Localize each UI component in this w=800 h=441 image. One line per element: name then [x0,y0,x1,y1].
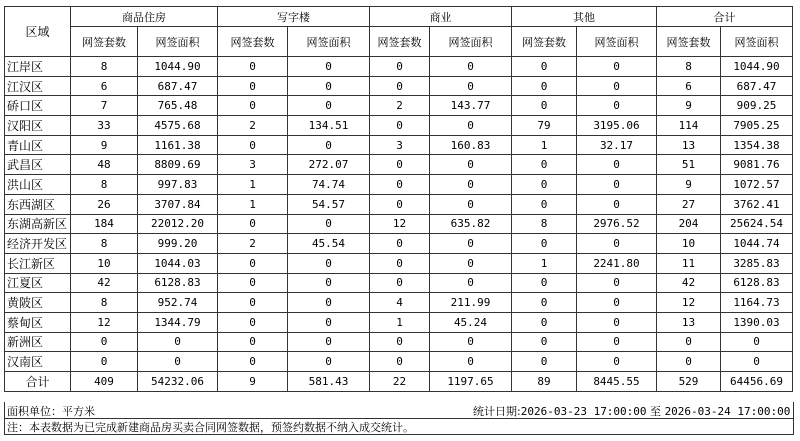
area-cell: 1044.74 [721,234,793,254]
group-header-residential: 商品住房 [71,7,218,27]
area-cell: 0 [577,312,657,332]
count-cell: 0 [370,175,430,195]
count-cell: 0 [512,76,577,96]
area-cell: 8809.69 [138,155,218,175]
area-cell: 32.17 [577,135,657,155]
sub-header-area: 网签面积 [430,27,512,57]
region-cell: 硚口区 [5,96,71,116]
area-cell: 8445.55 [577,372,657,392]
count-cell: 89 [512,372,577,392]
count-cell: 8 [657,57,721,77]
region-cell: 经济开发区 [5,234,71,254]
stat-date-start: 2026-03-23 17:00:00 [520,405,647,418]
count-cell: 0 [370,76,430,96]
area-cell: 1344.79 [138,312,218,332]
count-cell: 8 [512,214,577,234]
count-cell: 33 [71,116,138,136]
area-cell: 1390.03 [721,312,793,332]
count-cell: 12 [370,214,430,234]
count-cell: 529 [657,372,721,392]
region-cell: 洪山区 [5,175,71,195]
count-cell: 12 [71,312,138,332]
region-cell: 江岸区 [5,57,71,77]
count-cell: 1 [512,253,577,273]
table-row [5,76,793,96]
count-cell: 0 [218,96,288,116]
area-cell: 1164.73 [721,293,793,313]
area-cell: 0 [430,194,512,214]
group-header-commercial: 商业 [370,7,512,27]
count-cell: 8 [71,293,138,313]
area-unit-label: 面积单位：平方米 [7,405,95,418]
area-cell: 54.57 [288,194,370,214]
area-cell: 45.54 [288,234,370,254]
footer-note-row [4,418,794,435]
area-cell: 143.77 [430,96,512,116]
table-row [5,372,793,392]
count-cell: 0 [218,312,288,332]
count-cell: 9 [71,135,138,155]
region-cell: 长江新区 [5,253,71,273]
area-cell: 0 [288,57,370,77]
count-cell: 42 [71,273,138,293]
area-cell: 0 [577,273,657,293]
count-cell: 409 [71,372,138,392]
area-cell: 25624.54 [721,214,793,234]
sales-statistics-sheet [4,6,792,392]
count-cell: 0 [512,273,577,293]
sub-header-area: 网签面积 [721,27,793,57]
area-cell: 7905.25 [721,116,793,136]
count-cell: 7 [71,96,138,116]
count-cell: 114 [657,116,721,136]
area-cell: 0 [288,273,370,293]
count-cell: 204 [657,214,721,234]
count-cell: 8 [71,175,138,195]
count-cell: 0 [370,332,430,352]
stat-date-end: 2026-03-24 17:00:00 [664,405,791,418]
header-sub-row [5,27,793,57]
area-cell: 0 [577,293,657,313]
count-cell: 0 [512,96,577,116]
count-cell: 8 [71,234,138,254]
table-row [5,175,793,195]
area-cell: 0 [288,352,370,372]
count-cell: 0 [218,293,288,313]
count-cell: 0 [657,352,721,372]
area-cell: 0 [721,352,793,372]
count-cell: 42 [657,273,721,293]
count-cell: 0 [218,352,288,372]
area-cell: 1072.57 [721,175,793,195]
count-cell: 1 [512,135,577,155]
area-cell: 22012.20 [138,214,218,234]
region-cell: 江夏区 [5,273,71,293]
region-cell: 合计 [5,372,71,392]
area-cell: 0 [288,293,370,313]
area-cell: 999.20 [138,234,218,254]
count-cell: 0 [512,194,577,214]
count-cell: 0 [512,312,577,332]
area-cell: 0 [577,155,657,175]
count-cell: 1 [370,312,430,332]
area-cell: 0 [430,76,512,96]
table-row [5,214,793,234]
region-header: 区域 [5,7,71,57]
region-cell: 新洲区 [5,332,71,352]
sub-header-count: 网签套数 [71,27,138,57]
area-cell: 0 [721,332,793,352]
count-cell: 0 [512,57,577,77]
area-cell: 0 [577,57,657,77]
area-cell: 2976.52 [577,214,657,234]
area-cell: 0 [577,96,657,116]
count-cell: 2 [370,96,430,116]
area-cell: 6128.83 [721,273,793,293]
sub-header-count: 网签套数 [657,27,721,57]
area-cell: 0 [288,253,370,273]
area-cell: 0 [430,116,512,136]
count-cell: 51 [657,155,721,175]
region-cell: 汉南区 [5,352,71,372]
sub-header-count: 网签套数 [370,27,430,57]
count-cell: 0 [512,293,577,313]
area-cell: 0 [138,332,218,352]
count-cell: 0 [218,214,288,234]
area-cell: 0 [430,273,512,293]
area-cell: 635.82 [430,214,512,234]
count-cell: 0 [218,76,288,96]
area-cell: 6128.83 [138,273,218,293]
region-cell: 蔡甸区 [5,312,71,332]
area-cell: 0 [577,76,657,96]
count-cell: 26 [71,194,138,214]
count-cell: 0 [657,332,721,352]
count-cell: 0 [71,332,138,352]
count-cell: 1 [218,175,288,195]
region-cell: 黄陂区 [5,293,71,313]
count-cell: 0 [512,352,577,372]
count-cell: 0 [370,273,430,293]
area-cell: 3285.83 [721,253,793,273]
count-cell: 79 [512,116,577,136]
area-cell: 1197.65 [430,372,512,392]
area-cell: 1161.38 [138,135,218,155]
count-cell: 9 [218,372,288,392]
count-cell: 0 [512,234,577,254]
area-cell: 0 [138,352,218,372]
table-row [5,116,793,136]
footer-unit-row [4,402,794,419]
count-cell: 0 [370,57,430,77]
count-cell: 9 [657,175,721,195]
stat-date-label: 统计日期: [473,405,521,418]
area-cell: 0 [430,352,512,372]
area-cell: 0 [288,214,370,234]
count-cell: 0 [370,116,430,136]
sub-header-area: 网签面积 [288,27,370,57]
area-cell: 74.74 [288,175,370,195]
table-row [5,135,793,155]
area-cell: 45.24 [430,312,512,332]
region-cell: 东湖高新区 [5,214,71,234]
sub-header-area: 网签面积 [577,27,657,57]
stat-date [473,403,790,419]
area-cell: 0 [288,312,370,332]
area-cell: 687.47 [721,76,793,96]
area-cell: 0 [288,76,370,96]
area-cell: 160.83 [430,135,512,155]
sub-header-count: 网签套数 [218,27,288,57]
area-cell: 1044.90 [721,57,793,77]
area-cell: 3762.41 [721,194,793,214]
area-cell: 3195.06 [577,116,657,136]
area-cell: 0 [577,332,657,352]
area-cell: 1044.90 [138,57,218,77]
count-cell: 6 [71,76,138,96]
sub-header-count: 网签套数 [512,27,577,57]
table-row [5,194,793,214]
area-cell: 211.99 [430,293,512,313]
table-row [5,155,793,175]
region-cell: 江汉区 [5,76,71,96]
region-cell: 武昌区 [5,155,71,175]
area-cell: 0 [288,135,370,155]
area-cell: 0 [577,175,657,195]
area-cell: 765.48 [138,96,218,116]
count-cell: 6 [657,76,721,96]
count-cell: 9 [657,96,721,116]
area-cell: 687.47 [138,76,218,96]
area-cell: 0 [288,96,370,116]
group-header-total: 合计 [657,7,793,27]
table-row [5,312,793,332]
table-row [5,273,793,293]
area-cell: 134.51 [288,116,370,136]
region-cell: 汉阳区 [5,116,71,136]
count-cell: 3 [218,155,288,175]
table-row [5,352,793,372]
table-row [5,332,793,352]
count-cell: 1 [218,194,288,214]
count-cell: 8 [71,57,138,77]
count-cell: 0 [370,352,430,372]
count-cell: 0 [218,253,288,273]
count-cell: 0 [370,194,430,214]
table-row [5,96,793,116]
area-cell: 581.43 [288,372,370,392]
group-header-other: 其他 [512,7,657,27]
count-cell: 27 [657,194,721,214]
table-row [5,293,793,313]
header-group-row [5,7,793,27]
sub-header-area: 网签面积 [138,27,218,57]
sales-table [4,6,793,392]
area-cell: 54232.06 [138,372,218,392]
region-cell: 青山区 [5,135,71,155]
area-cell: 952.74 [138,293,218,313]
area-cell: 1354.38 [721,135,793,155]
region-cell: 东西湖区 [5,194,71,214]
area-cell: 1044.03 [138,253,218,273]
table-row [5,234,793,254]
count-cell: 12 [657,293,721,313]
table-row [5,253,793,273]
count-cell: 48 [71,155,138,175]
count-cell: 2 [218,116,288,136]
count-cell: 10 [657,234,721,254]
area-cell: 272.07 [288,155,370,175]
area-cell: 0 [430,57,512,77]
area-cell: 0 [430,234,512,254]
count-cell: 10 [71,253,138,273]
count-cell: 4 [370,293,430,313]
count-cell: 0 [218,135,288,155]
count-cell: 0 [370,234,430,254]
count-cell: 22 [370,372,430,392]
count-cell: 13 [657,312,721,332]
area-cell: 0 [430,175,512,195]
count-cell: 0 [370,253,430,273]
area-cell: 0 [577,194,657,214]
area-cell: 909.25 [721,96,793,116]
area-cell: 0 [577,234,657,254]
count-cell: 0 [512,332,577,352]
area-cell: 0 [577,352,657,372]
area-cell: 9081.76 [721,155,793,175]
area-cell: 0 [430,253,512,273]
area-cell: 0 [430,332,512,352]
area-cell: 2241.80 [577,253,657,273]
area-cell: 0 [288,332,370,352]
area-cell: 3707.84 [138,194,218,214]
count-cell: 13 [657,135,721,155]
group-header-office: 写字楼 [218,7,370,27]
count-cell: 0 [512,155,577,175]
count-cell: 0 [512,175,577,195]
count-cell: 2 [218,234,288,254]
area-cell: 4575.68 [138,116,218,136]
count-cell: 11 [657,253,721,273]
stat-date-separator: 至 [646,405,665,418]
footnote: 注：本表数据为已完成新建商品房买卖合同网签数据，预签约数据不纳入成交统计。 [7,421,414,434]
count-cell: 0 [218,57,288,77]
count-cell: 0 [370,155,430,175]
area-cell: 64456.69 [721,372,793,392]
count-cell: 0 [71,352,138,372]
table-row [5,57,793,77]
area-cell: 0 [430,155,512,175]
count-cell: 184 [71,214,138,234]
count-cell: 3 [370,135,430,155]
area-cell: 997.83 [138,175,218,195]
count-cell: 0 [218,332,288,352]
table-body [5,57,793,392]
count-cell: 0 [218,273,288,293]
